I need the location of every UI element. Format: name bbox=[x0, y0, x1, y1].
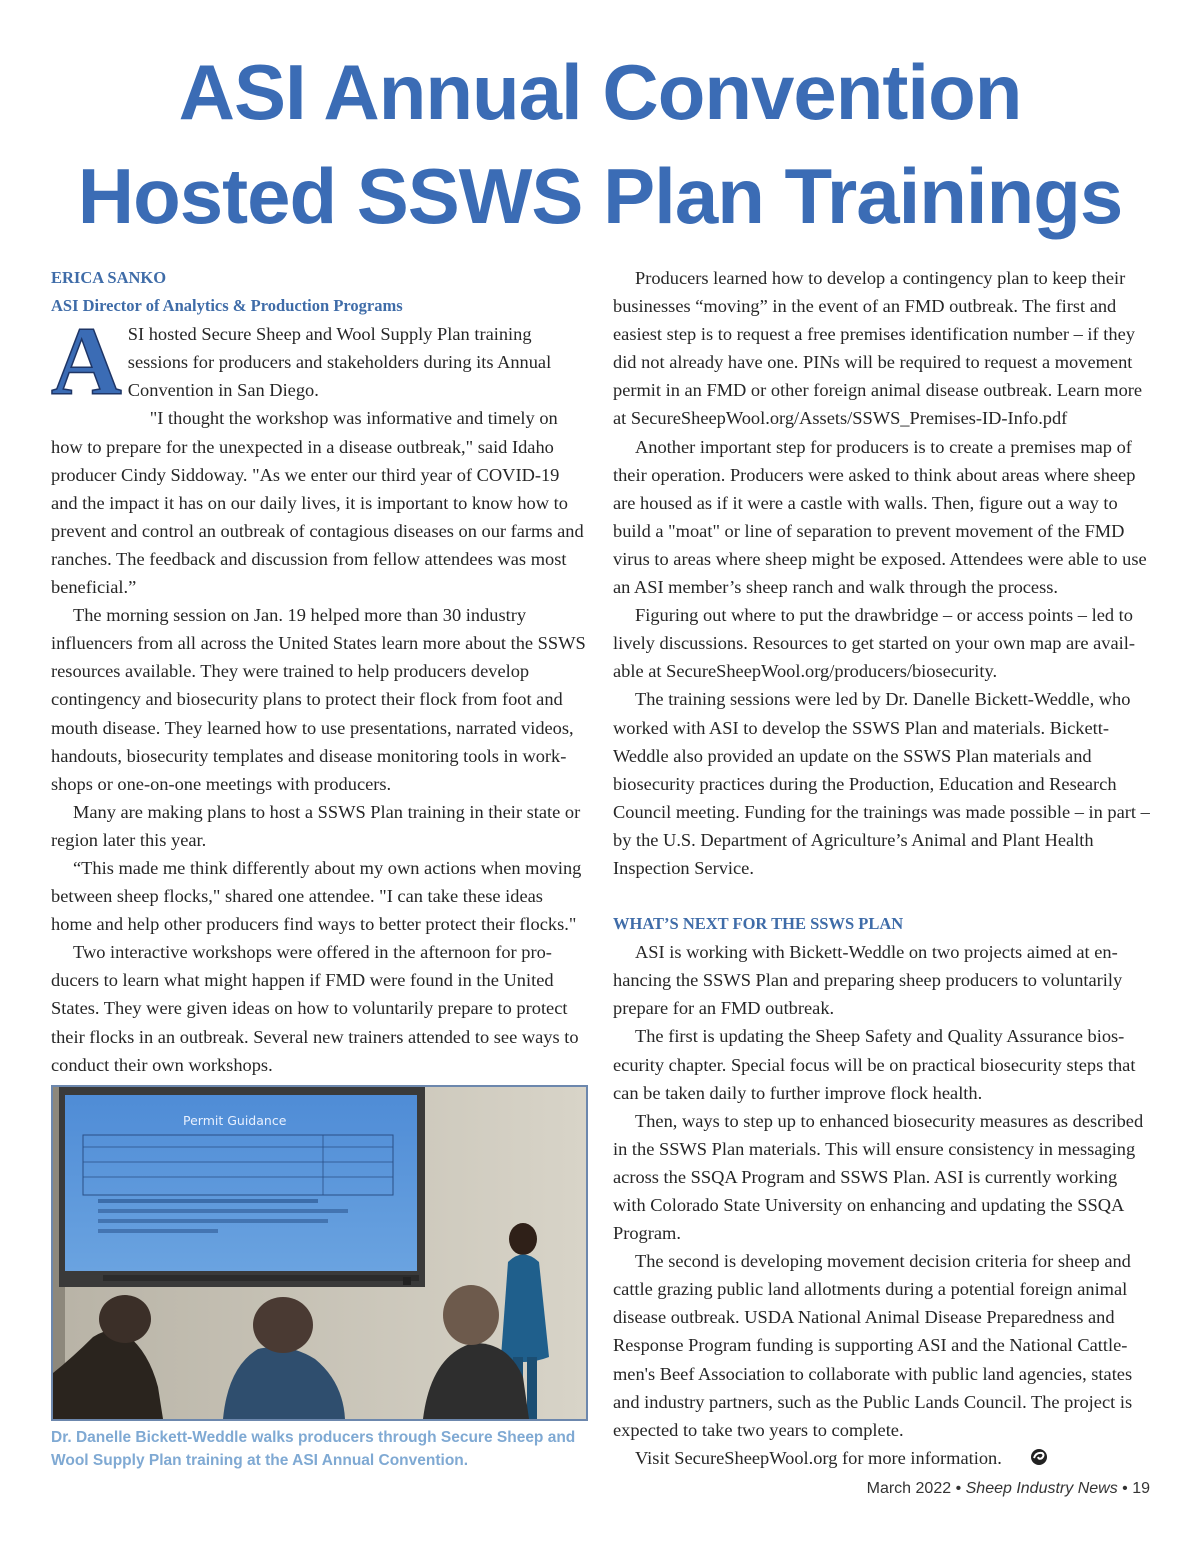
article-headline bbox=[0, 40, 1200, 248]
paragraph: Producers learned how to develop a contingency plan to keep their businesses “moving” in the event of an FMD outbreak. The first and easiest step is to request a free premises identification number – if they did not already have one. PINs will be required to request a movement permit in an FMD or other foreign animal disease outbreak. Learn more at SecureSheepWool.org/Assets/SSWS_Premises-ID-Info.pdf bbox=[613, 268, 1143, 429]
lead-paragraph bbox=[51, 308, 588, 417]
headline-line-2: Hosted SSWS Plan Trainings bbox=[77, 152, 1123, 240]
photo-illustration bbox=[53, 1087, 586, 1419]
drop-cap: A bbox=[51, 308, 122, 417]
author-name: ERICA SANKO bbox=[51, 268, 167, 287]
paragraph: The second is developing movement decision criteria for sheep and cattle grazing public land allotments during a potential foreign animal disease outbreak. USDA National Animal Disease Preparedness and Response Program funding is supporting ASI and the National Cattlemen's Beef Association to collaborate with public land agencies, states and industry partners, such as the Public Lands Council. The project is expected to take two years to complete. bbox=[613, 1251, 1133, 1440]
closing-paragraph bbox=[613, 1444, 1153, 1474]
paragraph-text: SI hosted Secure Sheep and Wool Supply Plan training sessions for producers and stakeholders during its Annual Convention in San Diego. bbox=[127, 324, 552, 401]
paragraph: “This made me think differently about my own actions when moving between sheep flocks," shared one attendee. "I can take these ideas home and help other producers find ways to better protect their flocks." bbox=[51, 857, 582, 935]
paragraph: "I thought the workshop was informative and timely on how to prepare for the unexpected in a disease outbreak," said Idaho producer Cindy Siddoway. "As we enter our third year of COVID-19 and the impact it has on our daily lives, it is important to know how to prevent and control an outbreak of contagious diseases on our farms and ranches. The feedback and discussion from fellow attendees was most beneficial.” bbox=[51, 408, 584, 598]
training-photo bbox=[51, 1085, 588, 1421]
paragraph: The morning session on Jan. 19 helped more than 30 industry influencers from all across the United States learn more about the SSWS resources available. They were trained to help producers develop contingency and biosecurity plans to protect their flock from foot and mouth disease. They learned how to use presentations, narrated videos, handouts, biosecurity templates and disease monitoring tools in workshops or one-on-one meetings with producers. bbox=[51, 605, 586, 794]
slide-title: Permit Guidance bbox=[183, 1113, 287, 1128]
paragraph: The first is updating the Sheep Safety and Quality Assurance biosecurity chapter. Special focus will be on practical biosecurity steps that can be taken daily to further improve flock health. bbox=[613, 1026, 1136, 1103]
paragraph-text: Visit SecureSheepWool.org for more information. bbox=[635, 1447, 1002, 1468]
paragraph: Figuring out where to put the drawbridge – or access points – led to lively discussions. Resources to get started on your own map are available at SecureSheepWool.org/producers/biosecurity. bbox=[613, 605, 1135, 682]
footer-separator: • bbox=[951, 1480, 966, 1497]
publication-name: Sheep Industry News bbox=[965, 1480, 1118, 1497]
paragraph: Many are making plans to host a SSWS Plan training in their state or region later this year. bbox=[51, 801, 581, 850]
section-heading: WHAT’S NEXT FOR THE SSWS PLAN bbox=[613, 914, 904, 934]
headline-line-1: ASI Annual Convention bbox=[178, 48, 1022, 136]
paragraph: ASI is working with Bickett-Weddle on two projects aimed at enhancing the SSWS Plan and preparing sheep producers to voluntarily prepare for an FMD outbreak. bbox=[613, 942, 1123, 1019]
author-title: ASI Director of Analytics & Production Programs bbox=[51, 296, 403, 316]
page-footer bbox=[867, 1480, 1150, 1498]
paragraph: Then, ways to step up to enhanced biosecurity measures as described in the SSWS Plan materials. This will ensure consistency in messaging across the SSQA Program and SSWS Plan. ASI is currently working with Colorado State University on enhancing and updating the SSQA Program. bbox=[613, 1110, 1144, 1244]
sswp-swirl-icon bbox=[1008, 1446, 1048, 1474]
right-column bbox=[613, 264, 1153, 1474]
issue-date: March 2022 bbox=[866, 1480, 952, 1497]
footer-separator: • bbox=[1117, 1480, 1133, 1497]
photo-caption: Dr. Danelle Bickett-Weddle walks producers through Secure Sheep and Wool Supply Plan training at the ASI Annual Convention. bbox=[51, 1429, 576, 1469]
page-number: 19 bbox=[1132, 1480, 1150, 1497]
left-column bbox=[51, 264, 588, 1079]
paragraph: Two interactive workshops were offered in the afternoon for producers to learn what might happen if FMD were found in the United States. They were given ideas on how to voluntarily prepare to protect their flocks in an outbreak. Several new trainers attended to see ways to conduct their own workshops. bbox=[51, 942, 579, 1075]
paragraph: Another important step for producers is to create a premises map of their operation. Producers were asked to think about areas where sheep are housed as if it were a castle with walls. Then, figure out a way to build a "moat" or line of separation to prevent movement of the FMD virus to areas where sheep might be exposed. Attendees were able to use an ASI member’s sheep ranch and walk through the process. bbox=[613, 436, 1147, 598]
paragraph: The training sessions were led by Dr. Danelle Bickett-Weddle, who worked with ASI to develop the SSWS Plan and materials. Bickett-Weddle also provided an update on the SSWS Plan materials and biosecurity practices during the Production, Education and Research Council meeting. Funding for the trainings was made possible – in part – by the U.S. Department of Agriculture’s Animal and Plant Health Inspection Service. bbox=[613, 689, 1150, 878]
